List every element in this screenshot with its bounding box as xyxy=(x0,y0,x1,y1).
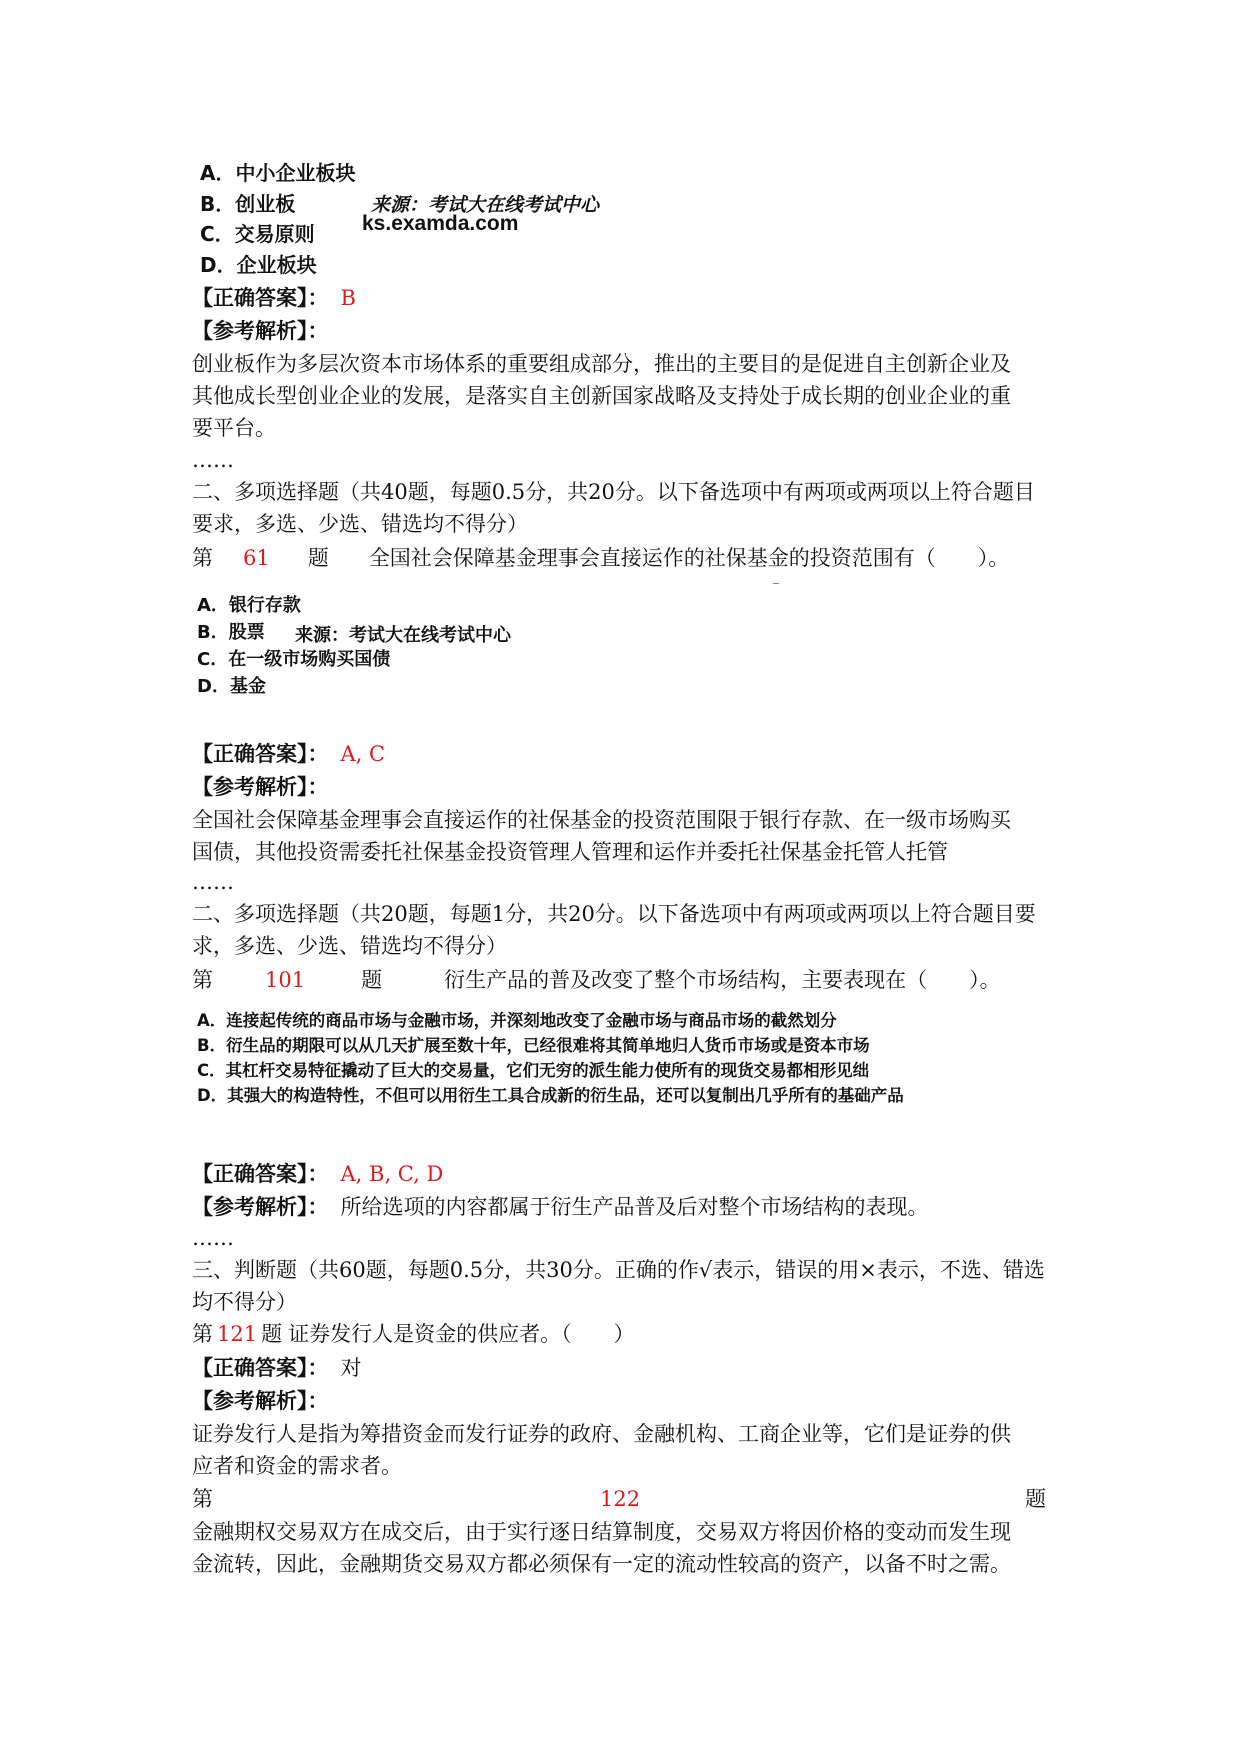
analysis-text: 要平台。 xyxy=(192,416,276,440)
answer-value: 对 xyxy=(340,1356,362,1380)
analysis-text: 应者和资金的需求者。 xyxy=(192,1454,402,1478)
analysis-line xyxy=(192,1193,929,1221)
analysis-label: 【参考解析】： xyxy=(192,775,329,799)
question-prefix: 第 xyxy=(192,968,213,992)
section-heading: 二、多项选择题（共40题，每题0.5分，共20分。以下备选项中有两项或两项以上符合题目 xyxy=(192,480,1035,504)
option-c: C．交易原则 xyxy=(200,222,315,246)
question-suffix: 题 xyxy=(307,546,329,570)
analysis-text: 所给选项的内容都属于衍生产品普及后对整个市场结构的表现。 xyxy=(340,1195,929,1219)
analysis-text: 国债，其他投资需委托社保基金投资管理人管理和运作并委托社保基金托管人托管 xyxy=(192,840,948,864)
option-d: D．企业板块 xyxy=(200,253,317,277)
ellipsis: …… xyxy=(192,870,234,894)
question-stem: 全国社会保障基金理事会直接运作的社保基金的投资范围有（ ）。 xyxy=(368,546,1010,570)
answer-value: A, B, C, D xyxy=(340,1162,444,1186)
question-stem: 金融期权交易双方在成交后，由于实行逐日结算制度，交易双方将因价格的变动而发生现 xyxy=(192,1520,1011,1544)
analysis-label: 【参考解析】： xyxy=(192,1195,329,1219)
question-number: 61 xyxy=(243,546,270,570)
answer-value: A, C xyxy=(340,742,386,766)
section-heading: 求，多选、少选、错选均不得分） xyxy=(192,934,507,958)
option-c: C．在一级市场购买国债 xyxy=(197,649,391,670)
analysis-label: 【参考解析】： xyxy=(192,1389,329,1413)
option-b: B．股票 xyxy=(197,622,265,643)
scan-mark xyxy=(773,583,779,587)
question-121 xyxy=(192,1320,635,1348)
question-suffix: 题 xyxy=(261,1322,283,1346)
question-61 xyxy=(192,544,1009,572)
watermark-url: ks.examda.com xyxy=(362,212,519,235)
watermark-source: 来源：考试大在线考试中心 xyxy=(295,625,511,646)
question-number: 121 xyxy=(217,1322,258,1346)
question-stem: 证券发行人是资金的供应者。（ ） xyxy=(288,1322,635,1346)
question-suffix: 题 xyxy=(1025,1487,1046,1511)
section-heading: 二、多项选择题（共20题，每题1分，共20分。以下备选项中有两项或两项以上符合题目要 xyxy=(192,902,1036,926)
analysis-text: 其他成长型创业企业的发展，是落实自主创新国家战略及支持处于成长期的创业企业的重 xyxy=(192,384,1011,408)
option-a: A．连接起传统的商品市场与金融市场，并深刻地改变了金融市场与商品市场的截然划分 xyxy=(197,1011,837,1030)
analysis-text: 全国社会保障基金理事会直接运作的社保基金的投资范围限于银行存款、在一级市场购买 xyxy=(192,808,1011,832)
answer-line xyxy=(192,1160,443,1188)
answer-label: 【正确答案】： xyxy=(192,742,329,766)
question-stem: 衍生产品的普及改变了整个市场结构，主要表现在（ ）。 xyxy=(444,968,1001,992)
answer-line xyxy=(192,740,385,768)
option-b: B．衍生品的期限可以从几天扩展至数十年，已经很难将其简单地归人货币市场或是资本市场 xyxy=(197,1036,870,1055)
question-number: 101 xyxy=(265,968,306,992)
question-stem: 金流转，因此，金融期货交易双方都必须保有一定的流动性较高的资产，以备不时之需。 xyxy=(192,1552,1011,1576)
ellipsis: …… xyxy=(192,448,234,472)
option-b: B．创业板 xyxy=(200,192,296,216)
question-number: 122 xyxy=(600,1487,641,1511)
answer-value: B xyxy=(340,286,356,310)
analysis-label: 【参考解析】： xyxy=(192,319,329,343)
option-d: D．其强大的构造特性，不但可以用衍生工具合成新的衍生品，还可以复制出几乎所有的基础产品 xyxy=(197,1086,904,1105)
question-suffix: 题 xyxy=(361,968,383,992)
answer-line xyxy=(192,284,356,312)
ellipsis: …… xyxy=(192,1226,234,1250)
question-101 xyxy=(192,966,1001,994)
option-c: C．其杠杆交易特征撬动了巨大的交易量，它们无穷的派生能力使所有的现货交易都相形见绌 xyxy=(197,1061,870,1080)
answer-label: 【正确答案】： xyxy=(192,286,329,310)
answer-label: 【正确答案】： xyxy=(192,1162,329,1186)
answer-line xyxy=(192,1354,362,1382)
analysis-text: 证券发行人是指为筹措资金而发行证券的政府、金融机构、工商企业等，它们是证券的供 xyxy=(192,1422,1011,1446)
question-prefix: 第 xyxy=(192,1322,213,1346)
question-prefix: 第 xyxy=(192,546,213,570)
option-a: A．银行存款 xyxy=(197,595,301,616)
watermark-source: 来源：考试大在线考试中心 xyxy=(371,194,600,216)
question-prefix: 第 xyxy=(192,1487,213,1511)
option-a: A．中小企业板块 xyxy=(200,161,356,185)
section-heading: 均不得分） xyxy=(192,1290,297,1314)
section-heading: 要求，多选、少选、错选均不得分） xyxy=(192,512,528,536)
section-heading: 三、判断题（共60题，每题0.5分，共30分。正确的作√表示，错误的用×表示，不选、错选 xyxy=(192,1258,1045,1282)
answer-label: 【正确答案】： xyxy=(192,1356,329,1380)
analysis-text: 创业板作为多层次资本市场体系的重要组成部分，推出的主要目的是促进自主创新企业及 xyxy=(192,352,1011,376)
option-d: D．基金 xyxy=(197,676,266,697)
